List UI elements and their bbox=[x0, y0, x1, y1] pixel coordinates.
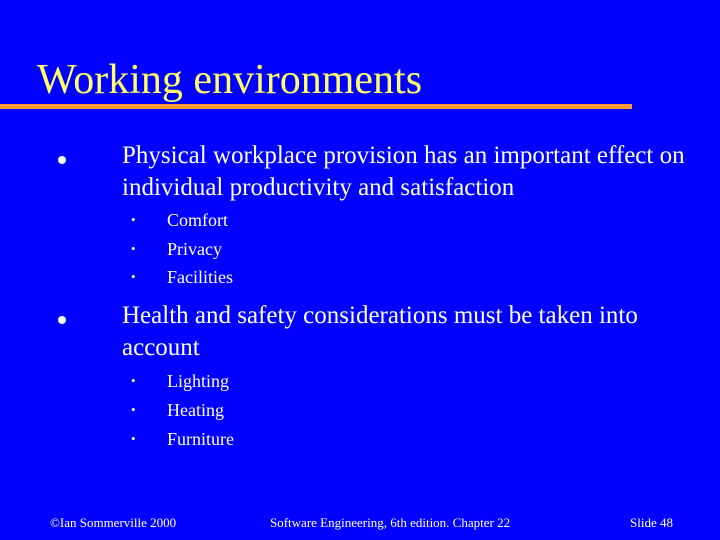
sub-marker: • bbox=[131, 212, 136, 227]
slide-title: Working environments bbox=[37, 57, 423, 103]
bullet-marker-1 bbox=[58, 156, 66, 164]
sub-item-comfort: Comfort bbox=[167, 210, 228, 230]
sub-marker: • bbox=[131, 431, 136, 446]
sub-marker: • bbox=[131, 241, 136, 256]
footer-copyright: ©Ian Sommerville 2000 bbox=[50, 515, 177, 530]
footer-slide-number: Slide 48 bbox=[630, 515, 673, 530]
sub-marker: • bbox=[131, 269, 136, 284]
title-underline bbox=[0, 104, 632, 109]
bullet-text-1: Physical workplace provision has an important effect on individual productivity and satisfaction bbox=[122, 142, 685, 201]
sub-item-privacy: Privacy bbox=[167, 239, 222, 259]
footer-book-title: Software Engineering, 6th edition. Chapter 22 bbox=[270, 515, 511, 530]
sub-item-lighting: Lighting bbox=[167, 371, 229, 391]
bullet-text-2: Health and safety considerations must be taken into account bbox=[122, 302, 638, 361]
sub-marker: • bbox=[131, 402, 136, 417]
sub-item-heating: Heating bbox=[167, 400, 224, 420]
bullet-marker-2 bbox=[58, 316, 66, 324]
sub-item-furniture: Furniture bbox=[167, 429, 234, 449]
sub-item-facilities: Facilities bbox=[167, 267, 233, 287]
sub-marker: • bbox=[131, 373, 136, 388]
